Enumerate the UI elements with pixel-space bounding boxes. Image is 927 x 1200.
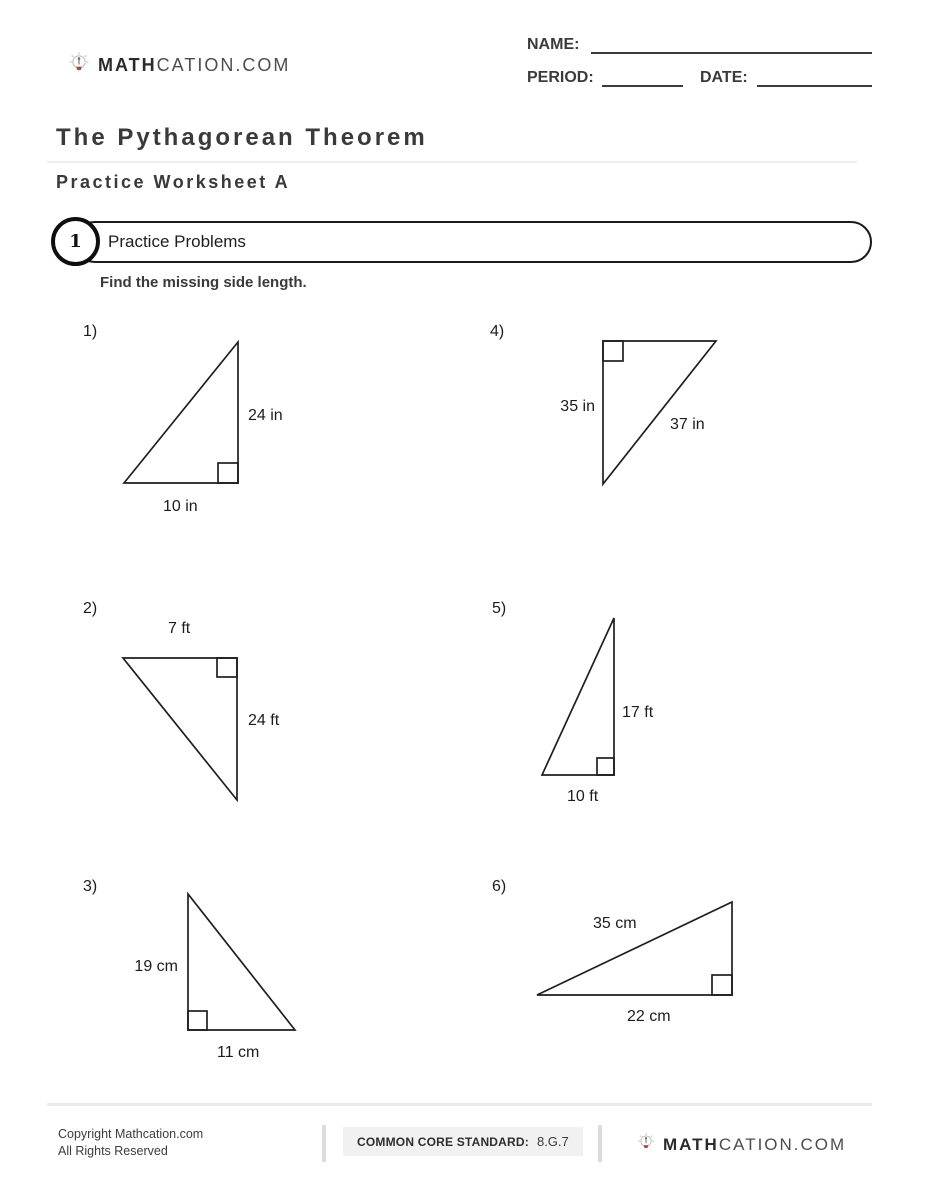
side-label-vertical: 17 ft: [622, 704, 654, 721]
problem-number: 5): [492, 600, 507, 617]
problem-number: 2): [83, 600, 98, 617]
copyright-text: [58, 1126, 203, 1159]
side-label-vertical: 24 in: [248, 407, 283, 424]
name-label: NAME:: [527, 36, 580, 53]
period-blank-line: [602, 85, 683, 87]
problem-5: [488, 592, 828, 812]
side-label-vertical: 19 cm: [134, 958, 178, 975]
side-label-base: 11 cm: [217, 1044, 260, 1061]
footer-divider: [47, 1103, 872, 1106]
section-instruction: Find the missing side length.: [100, 274, 307, 291]
footer-brand-logo: [635, 1131, 846, 1158]
common-core-standard-box: [343, 1127, 583, 1156]
brand-text-bold: MATH: [663, 1134, 719, 1154]
brand-text-rest: CATION.COM: [156, 55, 291, 75]
triangle-shape: [123, 658, 237, 800]
right-angle-icon: [188, 1011, 207, 1030]
section-title: Practice Problems: [108, 232, 246, 251]
triangle-shape: [542, 618, 614, 775]
name-blank-line: [591, 52, 872, 54]
copyright-line-1: Copyright Mathcation.com: [58, 1127, 204, 1141]
lightbulb-icon: [635, 1131, 657, 1158]
standard-value: 8.G.7: [536, 1134, 569, 1149]
worksheet-subtitle: Practice Worksheet A: [56, 172, 291, 192]
side-label-vertical: 24 ft: [248, 712, 280, 729]
problem-1: [80, 315, 420, 530]
side-label-hypotenuse: 35 cm: [593, 915, 637, 932]
side-label-base: 10 in: [163, 498, 198, 515]
right-angle-icon: [597, 758, 614, 775]
right-angle-icon: [218, 463, 238, 483]
triangle-figure: [488, 315, 828, 530]
section-number-badge: 1: [51, 217, 100, 266]
problem-number: 3): [83, 878, 98, 895]
triangle-figure: [488, 870, 888, 1090]
side-label-base: 22 cm: [627, 1008, 671, 1025]
problem-4: [488, 315, 828, 530]
right-angle-icon: [217, 658, 237, 677]
triangle-shape: [188, 894, 295, 1030]
page-title: The Pythagorean Theorem: [56, 124, 428, 151]
side-label-hypotenuse: 37 in: [670, 416, 705, 433]
brand-text: [663, 1135, 846, 1155]
date-blank-line: [757, 85, 872, 87]
brand-logo: [66, 50, 290, 81]
footer-separator-left: [322, 1125, 326, 1162]
problem-3: [80, 870, 420, 1090]
side-label-top: 7 ft: [168, 620, 191, 637]
triangle-figure: [488, 592, 828, 812]
triangle-shape: [124, 342, 238, 483]
triangle-shape: [603, 341, 716, 484]
right-angle-icon: [603, 341, 623, 361]
problem-number: 6): [492, 878, 507, 895]
triangle-figure: [80, 592, 420, 812]
problem-number: 4): [490, 323, 505, 340]
side-label-base: 10 ft: [567, 788, 599, 805]
date-label: DATE:: [700, 69, 748, 86]
brand-text-bold: MATH: [98, 55, 157, 75]
standard-label: COMMON CORE STANDARD:: [357, 1134, 529, 1149]
right-angle-icon: [712, 975, 732, 995]
period-label: PERIOD:: [527, 69, 594, 86]
brand-text: [98, 55, 290, 76]
problem-2: [80, 592, 420, 812]
title-divider: [47, 161, 857, 163]
side-label-vertical: 35 in: [560, 398, 595, 415]
footer-separator-right: [598, 1125, 602, 1162]
lightbulb-icon: [66, 50, 92, 81]
problem-number: 1): [83, 323, 98, 340]
problem-6: [488, 870, 888, 1090]
copyright-line-2: All Rights Reserved: [58, 1143, 168, 1158]
brand-text-rest: CATION.COM: [718, 1134, 847, 1154]
